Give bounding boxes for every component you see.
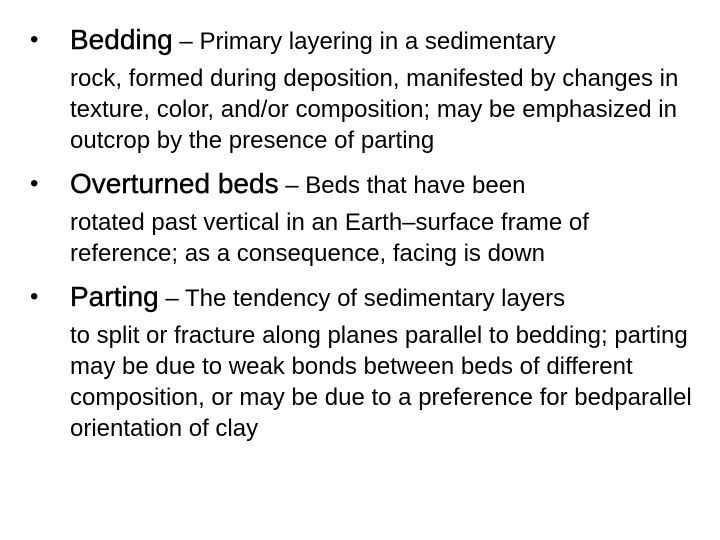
term-overturned-beds: Overturned beds: [70, 168, 279, 199]
term-parting: Parting: [70, 281, 159, 312]
definition-start: – The tendency of sedimentary layers: [158, 285, 566, 312]
definition-text-bedding: rock, formed during deposition, manifested by changes in texture, color, and/or composition; may be emphasized in outcrop by the presence of parting: [70, 65, 679, 154]
bullet-icon: •: [30, 26, 39, 53]
definition-text-overturned-beds: rotated past vertical in an Earth–surface frame of reference; as a consequence, facing is down: [70, 209, 589, 267]
definition-lead-line: [70, 22, 700, 63]
definition-bedding: [30, 22, 700, 156]
definition-parting: [30, 279, 700, 444]
bullet-icon: •: [30, 170, 39, 197]
definition-start: – Beds that have been: [278, 172, 526, 199]
term-bedding: Bedding: [70, 24, 173, 55]
definition-text-parting: to split or fracture along planes parallel to bedding; parting may be due to weak bonds between beds of different composition, or may be due to a preference for bedparallel orientation of clay: [70, 322, 692, 442]
definition-lead-line: [70, 279, 700, 320]
definition-start: – Primary layering in a sedimentary: [172, 28, 556, 55]
definition-overturned-beds: [30, 166, 700, 269]
definition-lead-line: [70, 166, 700, 207]
bullet-icon: •: [30, 283, 39, 310]
definition-list: [30, 22, 700, 454]
